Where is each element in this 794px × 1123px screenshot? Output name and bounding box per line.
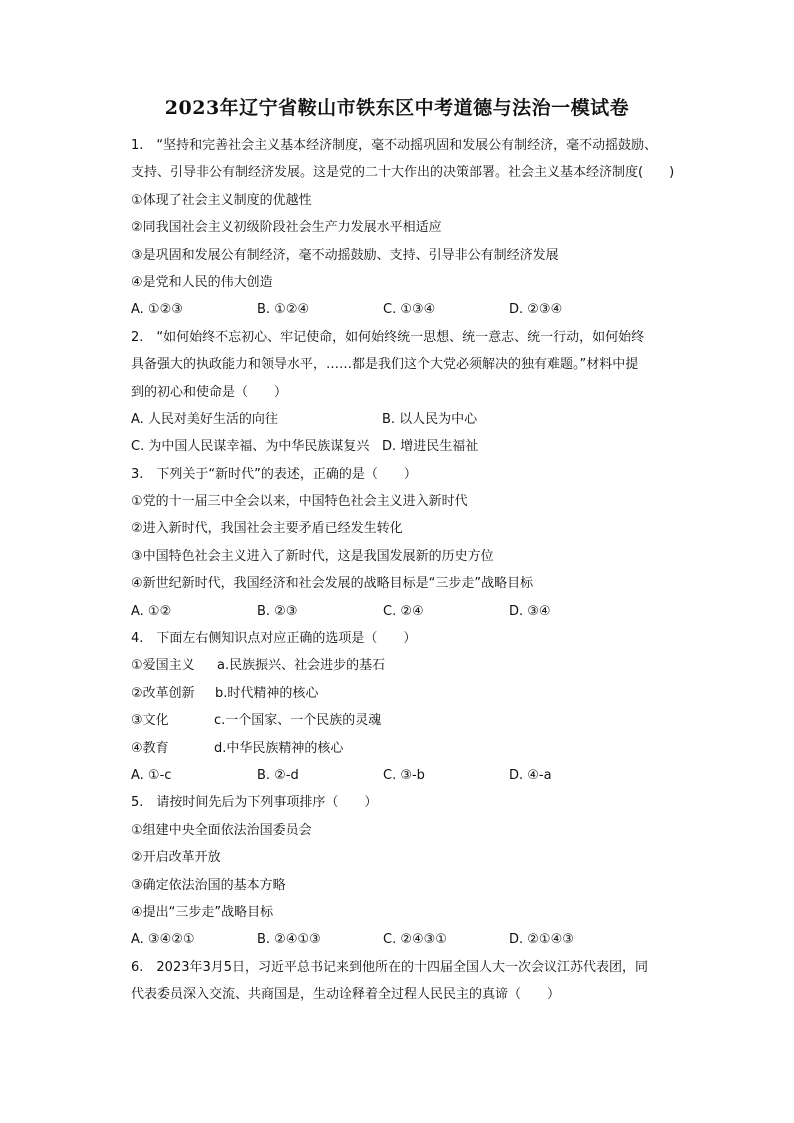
statement-item: ②同我国社会主义初级阶段社会生产力发展水平相适应 xyxy=(131,220,442,236)
question-stem: 2. “如何始终不忘初心、牢记使命，如何始终统一思想、统一意志、统一行动，如何始终 xyxy=(131,329,645,345)
option-b[interactable]: B. ①②④ xyxy=(257,302,310,318)
option-b[interactable]: B. ②③ xyxy=(257,603,298,619)
answer-options xyxy=(131,926,711,953)
question-5 xyxy=(131,789,711,953)
answer-options xyxy=(131,406,711,433)
match-pair xyxy=(131,652,711,679)
question-stem: 4. 下面左右侧知识点对应正确的选项是（ ） xyxy=(131,631,417,647)
match-left: ①爱国主义 xyxy=(131,658,195,674)
question-stem: 3. 下列关于“新时代”的表述，正确的是（ ） xyxy=(131,466,417,482)
question-list xyxy=(131,132,711,1009)
question-stem: 支持、引导非公有制经济发展。这是党的二十大作出的决策部署。社会主义基本经济制度( ) xyxy=(131,165,675,181)
answer-options xyxy=(131,433,711,460)
question-stem: 6. 2023年3月5日，习近平总书记来到他所在的十四届全国人大一次会议江苏代表团，同 xyxy=(131,959,649,975)
statement-item: ①组建中央全面依法治国委员会 xyxy=(131,822,312,838)
statement-item: ④是党和人民的伟大创造 xyxy=(131,274,273,290)
exam-title: 2023年辽宁省鞍山市铁东区中考道德与法治一模试卷 xyxy=(164,97,630,119)
option-d[interactable]: D. ③④ xyxy=(509,603,551,619)
question-2 xyxy=(131,324,711,461)
question-stem: 具备强大的执政能力和领导水平，……都是我们这个大党必须解决的独有难题。”材料中提 xyxy=(131,357,639,373)
question-6 xyxy=(131,954,711,1009)
match-pair xyxy=(131,707,711,734)
option-a[interactable]: A. 人民对美好生活的向往 xyxy=(131,411,278,427)
question-stem: 代表委员深入交流、共商国是，生动诠释着全过程人民民主的真谛（ ） xyxy=(131,987,561,1003)
question-4 xyxy=(131,625,711,789)
match-left: ④教育 xyxy=(131,740,169,756)
question-1 xyxy=(131,132,711,324)
option-c[interactable]: C. ②④③① xyxy=(383,932,447,948)
match-left: ②改革创新 xyxy=(131,685,195,701)
match-pair xyxy=(131,680,711,707)
statement-item: ②进入新时代，我国社会主要矛盾已经发生转化 xyxy=(131,521,403,537)
match-right: c.一个国家、一个民族的灵魂 xyxy=(214,713,382,729)
statement-item: ②开启改革开放 xyxy=(131,850,221,866)
answer-options xyxy=(131,296,711,323)
question-stem: 1. “坚持和完善社会主义基本经济制度，毫不动摇巩固和发展公有制经济，毫不动摇鼓励、 xyxy=(131,138,658,153)
option-a[interactable]: A. ③④②① xyxy=(131,932,195,948)
question-stem: 5. 请按时间先后为下列事项排序（ ） xyxy=(131,795,378,811)
statement-item: ③是巩固和发展公有制经济，毫不动摇鼓励、支持、引导非公有制经济发展 xyxy=(131,247,559,263)
answer-options xyxy=(131,762,711,789)
option-b[interactable]: B. ②-d xyxy=(257,767,299,783)
statement-item: ③确定依法治国的基本方略 xyxy=(131,877,286,893)
question-3 xyxy=(131,461,711,625)
match-left: ③文化 xyxy=(131,713,169,729)
option-d[interactable]: D. ②①④③ xyxy=(509,932,574,948)
statement-item: ③中国特色社会主义进入了新时代，这是我国发展新的历史方位 xyxy=(131,548,494,564)
option-c[interactable]: C. ②④ xyxy=(383,603,424,619)
match-right: d.中华民族精神的核心 xyxy=(214,740,344,756)
option-b[interactable]: B. ②④①③ xyxy=(257,932,321,948)
option-c[interactable]: C. ③-b xyxy=(383,767,425,783)
option-b[interactable]: B. 以人民为中心 xyxy=(382,411,478,427)
option-d[interactable]: D. ②③④ xyxy=(509,302,563,318)
answer-options xyxy=(131,598,711,625)
question-stem: 到的初心和使命是（ ） xyxy=(131,384,288,400)
option-a[interactable]: A. ①②③ xyxy=(131,302,183,318)
match-right: a.民族振兴、社会进步的基石 xyxy=(217,658,386,674)
option-d[interactable]: D. ④-a xyxy=(509,767,552,783)
option-c[interactable]: C. 为中国人民谋幸福、为中华民族谋复兴 xyxy=(131,439,370,455)
option-d[interactable]: D. 增进民生福祉 xyxy=(382,439,479,455)
statement-item: ④新世纪新时代，我国经济和社会发展的战略目标是“三步走”战略目标 xyxy=(131,576,534,592)
statement-item: ④提出“三步走”战略目标 xyxy=(131,904,274,920)
option-c[interactable]: C. ①③④ xyxy=(383,302,436,318)
match-pair xyxy=(131,735,711,762)
option-a[interactable]: A. ①-c xyxy=(131,767,172,783)
statement-item: ①体现了社会主义制度的优越性 xyxy=(131,192,312,208)
statement-item: ①党的十一届三中全会以来，中国特色社会主义进入新时代 xyxy=(131,494,468,510)
option-a[interactable]: A. ①② xyxy=(131,603,172,619)
match-right: b.时代精神的核心 xyxy=(215,685,319,701)
